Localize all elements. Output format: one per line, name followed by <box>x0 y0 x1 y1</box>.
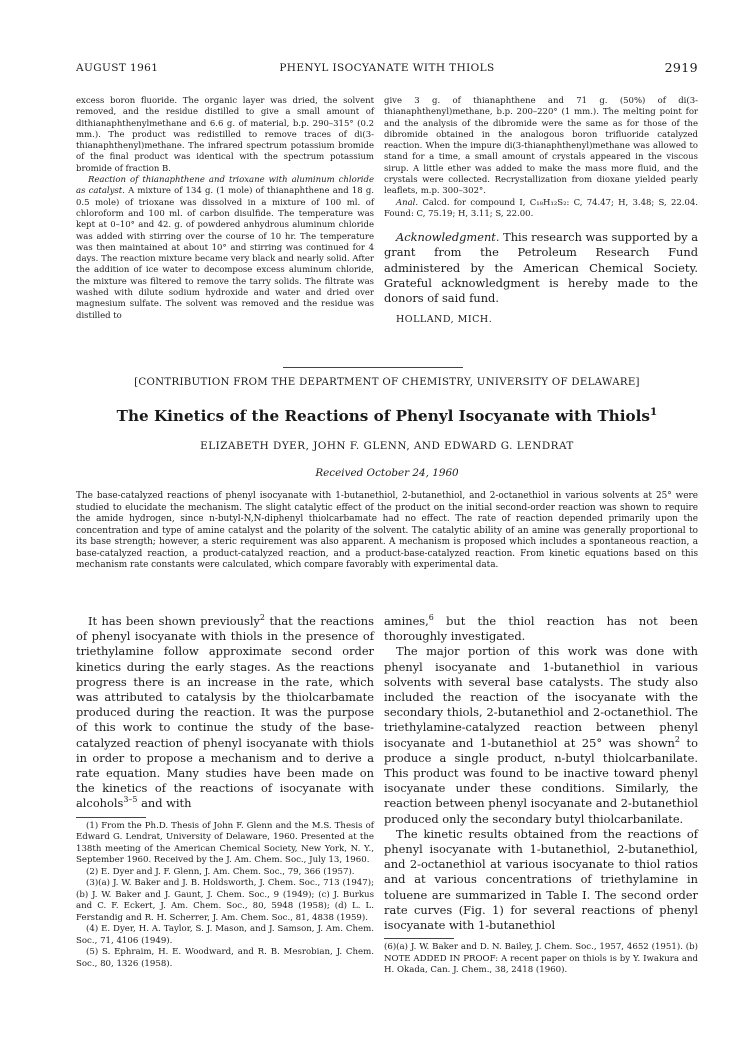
analysis-heading: Anal. <box>396 197 419 208</box>
citation-marker: 3–5 <box>123 795 138 805</box>
analysis-text: Calcd. for compound I, C₁₈H₁₂S₂: C, 74.47; H, 3.48; S, 22.04. Found: C, 75.19; H, 3.11; S, 22.00. <box>384 197 698 219</box>
footnote-rule <box>384 938 454 939</box>
citation-marker: 2 <box>259 613 265 623</box>
procedure-text: A mixture of 134 g. (1 mole) of thianaphthene and 18 g. 0.5 mole) of trioxane was dissolved in a mixture of 100 ml. of chloroform and 100 ml. of carbon disulfide. The temperature was kept at 0–10° and 42. g. of powdered anhydrous aluminum chloride was added with stirring over the course of 10 hr. The temperature was then maintained at about 10° and stirring was continued for 4 days. The reaction mixture became very black and nearly solid. After the addition of ice water to decompose excess aluminum chloride, the mixture was filtered to remove the tarry solids. The filtrate was washed with dilute sodium hydroxide and water and dried over magnesium sulfate. The solvent was removed and the residue was distilled to <box>76 186 374 321</box>
acknowledgment-paragraph <box>384 230 698 306</box>
body-text: amines, <box>384 614 429 628</box>
received-date: Received October 24, 1960 <box>315 467 459 479</box>
footnote: (2) E. Dyer and J. F. Glenn, J. Am. Chem. Soc., 79, 366 (1957). <box>86 866 355 877</box>
issue-date: AUGUST 1961 <box>76 62 159 74</box>
intro-text: that the reactions of phenyl isocyanate with thiols in the presence of triethylamine follow approximate second order kinetics during the early stages. As the reactions progress there is an increase in the rate, which was attributed to catalysis by the thiolcarbamate produced during the reaction. It was the purpose of this work to continue the study of the base-catalyzed reaction of phenyl isocyanate with thiols in order to propose a mechanism and to derive a rate equation. Many studies have been made on the kinetics of the reactions of isocyanate with alcohols <box>76 614 374 811</box>
citation-marker: 6 <box>428 613 434 623</box>
section-divider <box>283 367 463 368</box>
intro-text: It has been shown previously <box>88 614 260 628</box>
body-paragraph <box>384 614 698 644</box>
title-footnote-marker: 1 <box>649 404 658 418</box>
citation-marker: 2 <box>674 734 680 744</box>
footnote: (5) S. Ephraim, H. E. Woodward, and R. B. Mesrobian, J. Chem. Soc., 80, 1326 (1958). <box>76 947 374 969</box>
top-left-column <box>76 96 374 322</box>
top-right-column <box>384 96 698 326</box>
article-title-text: The Kinetics of the Reactions of Phenyl Isocyanate with Thiols <box>116 407 650 425</box>
experimental-paragraph: excess boron fluoride. The organic layer was dried, the solvent removed, and the residue distilled to give a small amount of dithianaphthenylmethane and 6.6 g. of material, b.p. 290–315° (0.2 mm.). The product was redistilled to remove traces of di(3-thianaphthenyl)methane. The infrared spectrum potassium bromide of the final product was identical with the spectrum potassium bromide of fraction B. <box>76 96 374 174</box>
bottom-right-column <box>384 614 698 977</box>
footnote: (4) E. Dyer, H. A. Taylor, S. J. Mason, and J. Samson, J. Am. Chem. Soc., 71, 4106 (1949). <box>76 924 374 946</box>
acknowledgment-text: This research was supported by a grant from the Petroleum Research Fund administered by the American Chemical Society. Grateful acknowledgment is hereby made to the donors of said fund. <box>384 230 698 306</box>
footnotes <box>76 821 374 971</box>
contribution-line: [CONTRIBUTION FROM THE DEPARTMENT OF CHEMISTRY, UNIVERSITY OF DELAWARE] <box>134 377 640 388</box>
footnote: (3)(a) J. W. Baker and J. B. Holdsworth, J. Chem. Soc., 713 (1947); (b) J. W. Baker and J. Gaunt, J. Chem. Soc., 9 (1949); (c) J. Burkus and C. F. Eckert, J. Am. Chem. Soc., 80, 5948 (1958); (d) L. L. Ferstandig and R. H. Scherrer, J. Am. Chem. Soc., 81, 4838 (1959). <box>76 878 374 923</box>
analysis-paragraph <box>384 198 698 221</box>
abstract: The base-catalyzed reactions of phenyl isocyanate with 1-butanethiol, 2-butanethiol, and 2-octanethiol in various solvents at 25° were studied to elucidate the mechanism. The slight catalytic effect of the product on the initial second-order reaction was shown to require the amide hydrogen, since n-butyl-N,N-diphenyl thiolcarbamate had no effect. The rate of reaction depended primarily upon the concentration and type of amine catalyst and the polarity of the solvent. The catalytic ability of an amine was generally proportional to its base strength; however, a steric requirement was also apparent. A mechanism is proposed which includes a spontaneous reaction, a base-catalyzed reaction, a product-catalyzed reaction, and a product-base-catalyzed reaction. From kinetic equations based on this mechanism rate constants were calculated, which compare favorably with experimental data. <box>76 491 698 570</box>
footnote: (1) From the Ph.D. Thesis of John F. Glenn and the M.S. Thesis of Edward G. Lendrat, University of Delaware, 1960. Presented at the 138th meeting of the American Chemical Society, New York, N. Y., September 1960. Received by the J. Am. Chem. Soc., July 13, 1960. <box>76 820 374 866</box>
signoff-location: HOLLAND, MICH. <box>396 314 493 326</box>
body-paragraph: The kinetic results obtained from the reactions of phenyl isocyanate with 1-butanethiol, 2-butanethiol, and 2-octanethiol at various isocyanate to thiol ratios and at various concentrations of triethylamine in toluene are summarized in Table I. The second order rate curves (Fig. 1) for several reactions of phenyl isocyanate with 1-butanethiol <box>384 826 698 933</box>
footnote-rule <box>76 817 146 818</box>
article-title <box>76 404 698 425</box>
body-paragraph <box>384 644 698 826</box>
experimental-paragraph: give 3 g. of thianaphthene and 71 g. (50%) of di(3-thianaphthenyl)methane, b.p. 200–220° (1 mm.). The melting point for and the analysis of the dibromide were the same as for those of the dibromide obtained in the analogous boron trifluoride catalyzed reaction. When the impure di(3-thianaphthenyl)methane was allowed to stand for a time, a small amount of crystals appeared in the viscous sirup. A little ether was added to make the mass more fluid, and the crystals were collected. Recrystallization from dioxane yielded pearly leaflets, m.p. 300–302°. <box>384 96 698 197</box>
intro-paragraph <box>76 614 374 812</box>
experimental-paragraph <box>76 175 374 322</box>
body-text: to produce a single product, n-butyl thiolcarbanilate. This product was found to be inactive toward phenyl isocyanate under these conditions. Similarly, the reaction between phenyl isocyanate and 2-butanethiol produced only the secondary butyl thiolcarbanilate. <box>384 735 698 826</box>
bottom-left-column <box>76 614 374 970</box>
procedure-heading: Reaction of thianaphthene and trioxane with aluminum chloride as catalyst. <box>76 175 374 197</box>
intro-text: and with <box>137 796 192 811</box>
running-title: PHENYL ISOCYANATE WITH THIOLS <box>279 62 495 74</box>
page-number: 2919 <box>664 60 698 75</box>
body-text: but the thiol reaction has not been thoroughly investigated. <box>384 614 698 644</box>
body-text: The major portion of this work was done with phenyl isocyanate and 1-butanethiol in various solvents with several base catalysts. The study also included the reaction of the isocyanate with the secondary thiols, 2-butanethiol and 2-octanethiol. The triethylamine-catalyzed reaction between phenyl isocyanate and 1-butanethiol at 25° was shown <box>384 644 698 750</box>
footnote: (6)(a) J. W. Baker and D. N. Bailey, J. Chem. Soc., 1957, 4652 (1951). (b) NOTE ADDED IN PROOF: A recent paper on thiols is by Y. Iwakura and H. Okada, Can. J. Chem., 38, 2418 (1960). <box>384 942 698 976</box>
acknowledgment-heading: Acknowledgment. <box>396 230 500 245</box>
author-list: ELIZABETH DYER, JOHN F. GLENN, AND EDWARD G. LENDRAT <box>200 440 574 452</box>
